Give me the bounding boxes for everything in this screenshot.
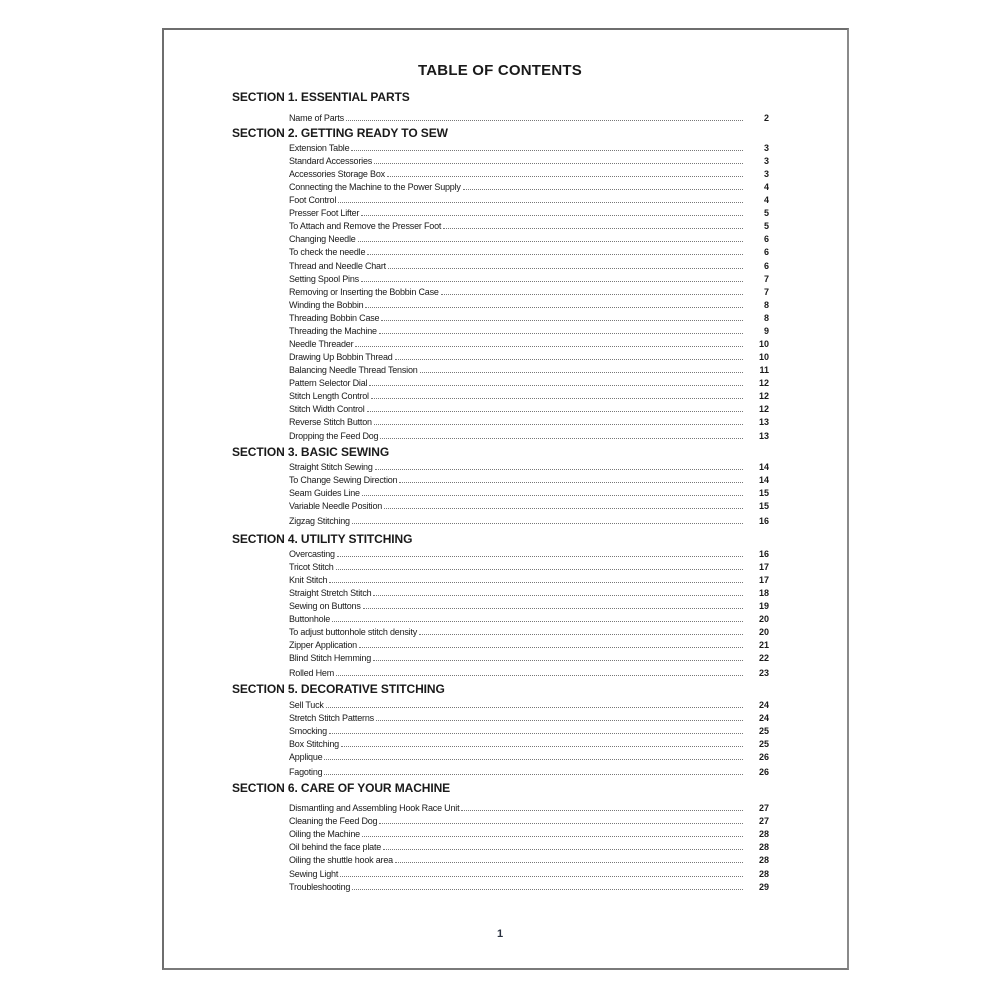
toc-entry[interactable]: [289, 259, 769, 271]
dot-leader: [326, 707, 743, 708]
toc-entry-page: 3: [763, 143, 769, 153]
dot-leader: [381, 320, 743, 321]
toc-entry-page: 26: [758, 767, 769, 777]
toc-entry-page: 28: [758, 869, 769, 879]
toc-entry[interactable]: [289, 573, 769, 585]
toc-entry[interactable]: [289, 814, 769, 826]
toc-entry-page: 9: [763, 326, 769, 336]
toc-entry-label: To Change Sewing Direction: [289, 475, 398, 485]
toc-entry-page: 14: [758, 475, 769, 485]
toc-entry[interactable]: [289, 376, 769, 388]
toc-entry-label: Oiling the Machine: [289, 829, 360, 839]
dot-leader: [352, 523, 743, 524]
toc-entry-label: Oiling the shuttle hook area: [289, 855, 393, 865]
toc-entry-label: To adjust buttonhole stitch density: [289, 627, 418, 637]
toc-entry[interactable]: [289, 765, 769, 777]
dot-leader: [369, 385, 743, 386]
toc-entry-page: 5: [763, 208, 769, 218]
toc-entry-page: 28: [758, 829, 769, 839]
toc-entry[interactable]: [289, 206, 769, 218]
toc-entry-label: Straight Stretch Stitch: [289, 588, 372, 598]
toc-entry-label: Applique: [289, 752, 323, 762]
dot-leader: [379, 333, 743, 334]
toc-entry-page: 19: [758, 601, 769, 611]
toc-entry[interactable]: [289, 389, 769, 401]
toc-entry[interactable]: [289, 750, 769, 762]
dot-leader: [351, 150, 743, 151]
toc-entry-label: Presser Foot Lifter: [289, 208, 360, 218]
toc-entry-page: 24: [758, 700, 769, 710]
toc-entry-page: 13: [758, 431, 769, 441]
toc-entry-page: 25: [758, 739, 769, 749]
toc-entry[interactable]: [289, 180, 769, 192]
toc-entry-label: Threading the Machine: [289, 326, 377, 336]
toc-entry-page: 17: [758, 575, 769, 585]
dot-leader: [336, 569, 743, 570]
toc-entry-label: Dismantling and Assembling Hook Race Unit: [289, 803, 460, 813]
toc-entry-page: 25: [758, 726, 769, 736]
dot-leader: [324, 759, 743, 760]
toc-entry-label: Balancing Needle Thread Tension: [289, 365, 418, 375]
section-heading: SECTION 6. CARE OF YOUR MACHINE: [232, 781, 451, 795]
toc-entry-page: 7: [763, 274, 769, 284]
toc-entry-page: 28: [758, 842, 769, 852]
dot-leader: [379, 823, 743, 824]
dot-leader: [380, 438, 743, 439]
dot-leader: [340, 876, 743, 877]
toc-entry[interactable]: [289, 599, 769, 611]
toc-entry-page: 3: [763, 156, 769, 166]
toc-entry[interactable]: [289, 827, 769, 839]
section-heading: SECTION 4. UTILITY STITCHING: [232, 532, 413, 546]
toc-entry-page: 20: [758, 614, 769, 624]
toc-entry-page: 16: [758, 549, 769, 559]
toc-entry-label: Fagoting: [289, 767, 323, 777]
toc-entry[interactable]: [289, 193, 769, 205]
toc-entry-page: 12: [758, 404, 769, 414]
toc-entry-label: Pattern Selector Dial: [289, 378, 368, 388]
toc-entry-label: Sewing on Buttons: [289, 601, 361, 611]
toc-entry[interactable]: [289, 737, 769, 749]
toc-entry-page: 17: [758, 562, 769, 572]
section-heading: SECTION 1. ESSENTIAL PARTS: [232, 90, 410, 104]
toc-entry-label: Stretch Stitch Patterns: [289, 713, 374, 723]
toc-entry-page: 15: [758, 488, 769, 498]
toc-entry[interactable]: [289, 499, 769, 511]
toc-entry[interactable]: [289, 285, 769, 297]
dot-leader: [329, 733, 743, 734]
toc-entry-page: 13: [758, 417, 769, 427]
dot-leader: [374, 163, 743, 164]
toc-entry[interactable]: [289, 363, 769, 375]
toc-entry-page: 28: [758, 855, 769, 865]
toc-entry-page: 22: [758, 653, 769, 663]
dot-leader: [395, 359, 743, 360]
toc-entry[interactable]: [289, 651, 769, 663]
toc-entry-label: Box Stitching: [289, 739, 339, 749]
toc-entry-label: Straight Stitch Sewing: [289, 462, 373, 472]
toc-entry-label: Cleaning the Feed Dog: [289, 816, 378, 826]
toc-entry[interactable]: [289, 840, 769, 852]
toc-entry[interactable]: [289, 625, 769, 637]
toc-entry[interactable]: [289, 154, 769, 166]
toc-entry[interactable]: [289, 298, 769, 310]
toc-entry[interactable]: [289, 486, 769, 498]
dot-leader: [371, 398, 743, 399]
dot-leader: [336, 675, 743, 676]
toc-entry[interactable]: [289, 415, 769, 427]
dot-leader: [387, 176, 743, 177]
dot-leader: [441, 294, 743, 295]
toc-entry-label: Dropping the Feed Dog: [289, 431, 379, 441]
dot-leader: [358, 241, 743, 242]
dot-leader: [384, 508, 743, 509]
dot-leader: [355, 346, 743, 347]
toc-entry-page: 20: [758, 627, 769, 637]
dot-leader: [399, 482, 743, 483]
toc-entry-label: Winding the Bobbin: [289, 300, 364, 310]
dot-leader: [359, 647, 743, 648]
toc-entry-page: 26: [758, 752, 769, 762]
toc-entry-label: Accessories Storage Box: [289, 169, 385, 179]
toc-entry-label: Changing Needle: [289, 234, 356, 244]
toc-entry-label: Stitch Width Control: [289, 404, 365, 414]
toc-entry[interactable]: [289, 867, 769, 879]
toc-entry-label: Overcasting: [289, 549, 335, 559]
dot-leader: [361, 215, 743, 216]
dot-leader: [362, 495, 743, 496]
dot-leader: [367, 411, 743, 412]
toc-entry-label: Oil behind the face plate: [289, 842, 382, 852]
toc-entry[interactable]: [289, 311, 769, 323]
dot-leader: [367, 254, 743, 255]
toc-entry[interactable]: [289, 880, 769, 892]
toc-entry[interactable]: [289, 272, 769, 284]
toc-entry-page: 14: [758, 462, 769, 472]
toc-entry-page: 10: [758, 352, 769, 362]
page-number: 1: [496, 928, 504, 940]
toc-entry-page: 6: [763, 234, 769, 244]
dot-leader: [461, 810, 743, 811]
toc-entry-label: Stitch Length Control: [289, 391, 369, 401]
dot-leader: [352, 889, 743, 890]
dot-leader: [419, 634, 743, 635]
toc-entry-label: Variable Needle Position: [289, 501, 383, 511]
toc-entry[interactable]: [289, 111, 769, 123]
toc-entry[interactable]: [289, 473, 769, 485]
toc-entry[interactable]: [289, 586, 769, 598]
dot-leader: [365, 307, 743, 308]
toc-entry-label: Standard Accessories: [289, 156, 373, 166]
toc-entry-page: 21: [758, 640, 769, 650]
toc-title: TABLE OF CONTENTS: [418, 62, 582, 79]
toc-entry-label: Troubleshooting: [289, 882, 351, 892]
dot-leader: [374, 424, 743, 425]
toc-entry[interactable]: [289, 801, 769, 813]
toc-entry-page: 10: [758, 339, 769, 349]
toc-entry-page: 4: [763, 195, 769, 205]
toc-entry[interactable]: [289, 547, 769, 559]
dot-leader: [337, 556, 743, 557]
toc-entry-label: Blind Stitch Hemming: [289, 653, 372, 663]
toc-entry-page: 8: [763, 313, 769, 323]
dot-leader: [463, 189, 743, 190]
toc-entry[interactable]: [289, 724, 769, 736]
toc-entry-label: Thread and Needle Chart: [289, 261, 386, 271]
dot-leader: [338, 202, 743, 203]
toc-entry[interactable]: [289, 402, 769, 414]
toc-entry[interactable]: [289, 460, 769, 472]
toc-entry-page: 24: [758, 713, 769, 723]
toc-entry-label: Threading Bobbin Case: [289, 313, 380, 323]
toc-entry[interactable]: [289, 666, 769, 678]
toc-entry[interactable]: [289, 711, 769, 723]
toc-entry-label: Foot Control: [289, 195, 337, 205]
dot-leader: [383, 849, 743, 850]
dot-leader: [376, 720, 743, 721]
toc-entry-page: 2: [763, 113, 769, 123]
dot-leader: [373, 660, 743, 661]
dot-leader: [324, 774, 743, 775]
toc-entry[interactable]: [289, 698, 769, 710]
toc-entry-label: Needle Threader: [289, 339, 354, 349]
toc-entry[interactable]: [289, 612, 769, 624]
toc-entry[interactable]: [289, 219, 769, 231]
dot-leader: [362, 836, 743, 837]
dot-leader: [373, 595, 743, 596]
toc-entry-label: Reverse Stitch Button: [289, 417, 372, 427]
toc-entry-label: Name of Parts: [289, 113, 344, 123]
toc-entry-label: Drawing Up Bobbin Thread: [289, 352, 393, 362]
dot-leader: [329, 582, 743, 583]
toc-entry-label: Setting Spool Pins: [289, 274, 359, 284]
dot-leader: [388, 268, 743, 269]
toc-entry[interactable]: [289, 141, 769, 153]
toc-entry-label: Knit Stitch: [289, 575, 328, 585]
section-heading: SECTION 3. BASIC SEWING: [232, 445, 390, 459]
dot-leader: [443, 228, 743, 229]
toc-entry[interactable]: [289, 853, 769, 865]
toc-entry-page: 27: [758, 803, 769, 813]
toc-entry-label: Zipper Application: [289, 640, 357, 650]
toc-entry-label: Removing or Inserting the Bobbin Case: [289, 287, 439, 297]
toc-entry[interactable]: [289, 429, 769, 441]
toc-entry-label: Smocking: [289, 726, 327, 736]
dot-leader: [346, 120, 743, 121]
toc-entry-label: Connecting the Machine to the Power Supply: [289, 182, 461, 192]
dot-leader: [420, 372, 743, 373]
toc-entry-page: 23: [758, 668, 769, 678]
toc-entry-label: Sewing Light: [289, 869, 339, 879]
dot-leader: [363, 608, 743, 609]
toc-entry-page: 12: [758, 391, 769, 401]
toc-entry-page: 5: [763, 221, 769, 231]
toc-entry-page: 27: [758, 816, 769, 826]
toc-entry[interactable]: [289, 514, 769, 526]
toc-entry[interactable]: [289, 324, 769, 336]
toc-entry-label: Seam Guides Line: [289, 488, 360, 498]
toc-entry[interactable]: [289, 245, 769, 257]
section-heading: SECTION 5. DECORATIVE STITCHING: [232, 682, 445, 696]
toc-entry-label: Extension Table: [289, 143, 350, 153]
toc-entry[interactable]: [289, 232, 769, 244]
toc-entry-label: Sell Tuck: [289, 700, 324, 710]
toc-entry-page: 8: [763, 300, 769, 310]
dot-leader: [341, 746, 743, 747]
toc-entry-page: 7: [763, 287, 769, 297]
toc-entry-page: 29: [758, 882, 769, 892]
toc-entry-page: 11: [759, 365, 769, 375]
toc-entry[interactable]: [289, 560, 769, 572]
section-heading: SECTION 2. GETTING READY TO SEW: [232, 126, 448, 140]
toc-entry-label: Buttonhole: [289, 614, 331, 624]
toc-entry-label: Rolled Hem: [289, 668, 335, 678]
toc-entry-page: 18: [758, 588, 769, 598]
toc-entry-label: To check the needle: [289, 247, 366, 257]
toc-entry-page: 15: [758, 501, 769, 511]
toc-entry-page: 3: [763, 169, 769, 179]
dot-leader: [395, 862, 743, 863]
dot-leader: [375, 469, 743, 470]
toc-entry-label: To Attach and Remove the Presser Foot: [289, 221, 442, 231]
toc-entry-page: 4: [763, 182, 769, 192]
dot-leader: [332, 621, 743, 622]
dot-leader: [361, 281, 743, 282]
toc-entry-page: 12: [758, 378, 769, 388]
toc-entry-label: Tricot Stitch: [289, 562, 334, 572]
toc-entry[interactable]: [289, 167, 769, 179]
toc-entry-label: Zigzag Stitching: [289, 516, 350, 526]
toc-entry-page: 6: [763, 247, 769, 257]
toc-entry-page: 16: [758, 516, 769, 526]
toc-entry[interactable]: [289, 350, 769, 362]
toc-entry-page: 6: [763, 261, 769, 271]
toc-entry[interactable]: [289, 638, 769, 650]
toc-entry[interactable]: [289, 337, 769, 349]
